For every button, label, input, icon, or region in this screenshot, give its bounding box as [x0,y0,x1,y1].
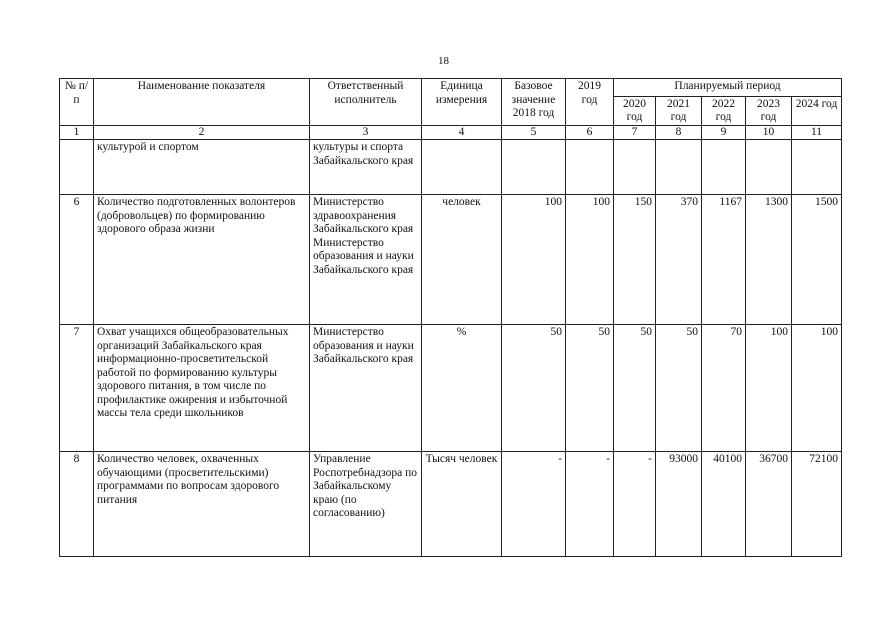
column-number-row [60,126,842,140]
header-row [60,79,842,97]
header-unit: Единица измерения [422,79,502,126]
header-year-2022: 2022 год [702,97,746,126]
row-2019: 100 [566,195,614,325]
table-row [60,140,842,195]
row-unit: человек [422,195,502,325]
column-number: 1 [60,126,94,140]
header-year-2021: 2021 год [656,97,702,126]
column-number: 7 [614,126,656,140]
row-2021: 50 [656,325,702,452]
header-year-2020: 2020 год [614,97,656,126]
column-number: 10 [746,126,792,140]
row-2021 [656,140,702,195]
row-name: культурой и спортом [94,140,310,195]
row-2023 [746,140,792,195]
row-num: 8 [60,452,94,557]
row-base [502,140,566,195]
row-num: 6 [60,195,94,325]
row-base: 100 [502,195,566,325]
indicators-table [59,78,842,557]
column-number: 6 [566,126,614,140]
row-2022: 1167 [702,195,746,325]
column-number: 11 [792,126,842,140]
row-num: 7 [60,325,94,452]
row-unit: Тысяч человек [422,452,502,557]
row-name: Охват учащихся общеобразовательных организаций Забайкальского края информационно-просветительской работой по формированию культуры здорового питания, в том числе по профилактике ожирения и избыточной массы тела среди школьников [94,325,310,452]
row-2023: 100 [746,325,792,452]
column-number: 8 [656,126,702,140]
column-number: 2 [94,126,310,140]
row-2020: - [614,452,656,557]
column-number: 3 [310,126,422,140]
row-2020: 50 [614,325,656,452]
row-base: - [502,452,566,557]
table-row [60,195,842,325]
row-2020 [614,140,656,195]
row-2022: 70 [702,325,746,452]
row-2024: 100 [792,325,842,452]
table-row [60,452,842,557]
row-2022 [702,140,746,195]
column-number: 4 [422,126,502,140]
row-2023: 1300 [746,195,792,325]
header-base: Базовое значение 2018 год [502,79,566,126]
row-executor: Министерство здравоохранения Забайкальского края Министерство образования и науки Забайкальского края [310,195,422,325]
row-num [60,140,94,195]
header-name: Наименование показателя [94,79,310,126]
header-planned-period: Планируемый период [614,79,842,97]
header-year-2023: 2023 год [746,97,792,126]
header-2019: 2019 год [566,79,614,126]
row-unit: % [422,325,502,452]
column-number: 9 [702,126,746,140]
row-2024: 1500 [792,195,842,325]
page-number: 18 [438,55,449,67]
row-2024: 72100 [792,452,842,557]
row-base: 50 [502,325,566,452]
column-number: 5 [502,126,566,140]
row-2020: 150 [614,195,656,325]
header-executor: Ответственный исполнитель [310,79,422,126]
row-2022: 40100 [702,452,746,557]
row-unit [422,140,502,195]
row-2023: 36700 [746,452,792,557]
table-row [60,325,842,452]
row-executor: Министерство образования и науки Забайкальского края [310,325,422,452]
row-2019 [566,140,614,195]
row-executor: культуры и спорта Забайкальского края [310,140,422,195]
row-2019: 50 [566,325,614,452]
row-executor: Управление Роспотребнадзора по Забайкальскому краю (по согласованию) [310,452,422,557]
header-year-2024: 2024 год [792,97,842,126]
header-num: № п/п [60,79,94,126]
row-2024 [792,140,842,195]
row-2019: - [566,452,614,557]
row-name: Количество подготовленных волонтеров (добровольцев) по формированию здорового образа жизни [94,195,310,325]
row-2021: 93000 [656,452,702,557]
row-2021: 370 [656,195,702,325]
row-name: Количество человек, охваченных обучающими (просветительскими) программами по вопросам здорового питания [94,452,310,557]
